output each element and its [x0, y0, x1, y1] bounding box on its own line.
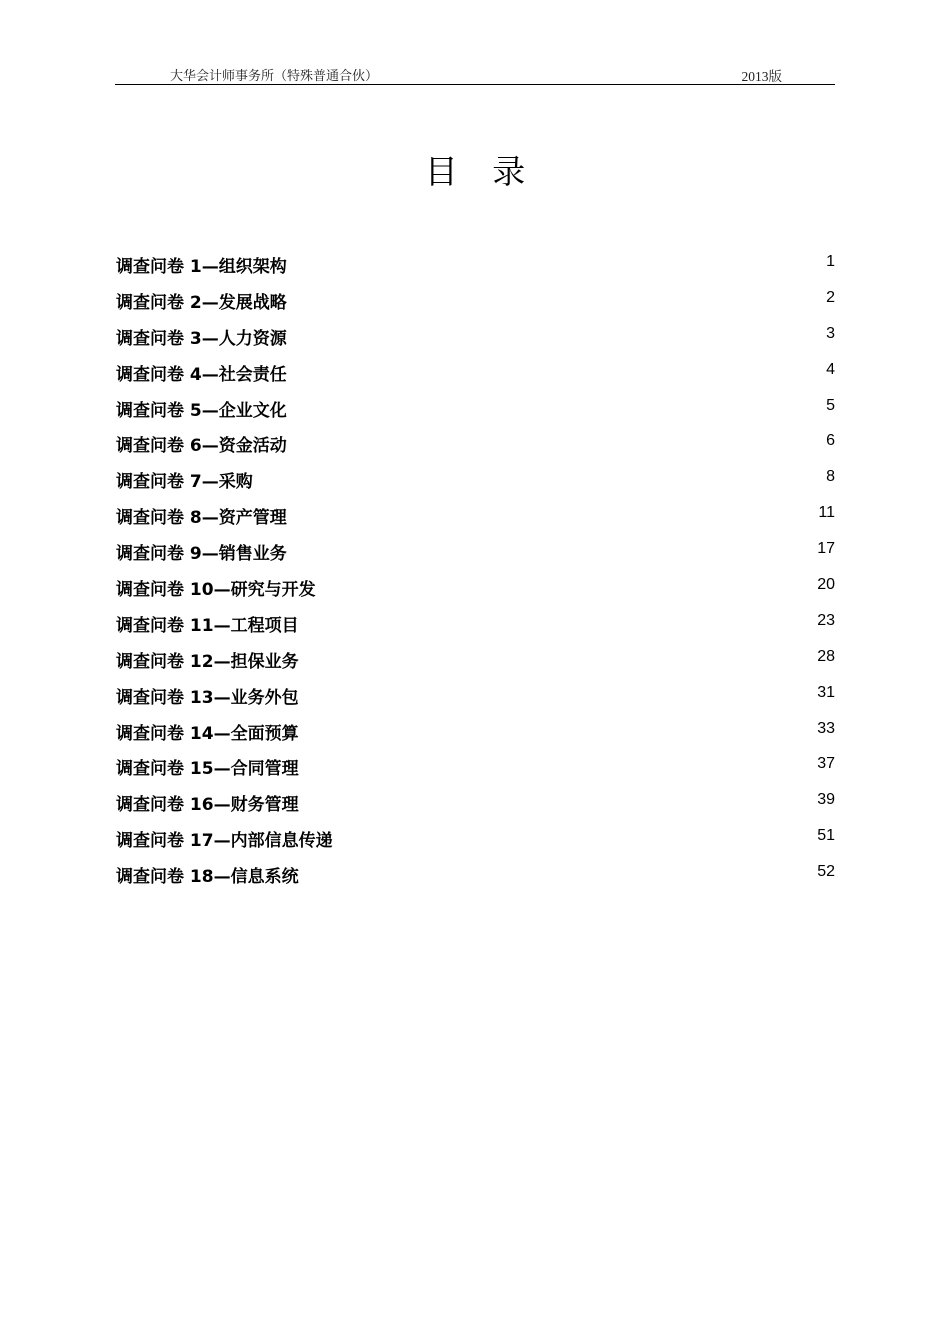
toc-entry[interactable] — [116, 719, 835, 755]
toc-entry[interactable] — [116, 396, 835, 432]
toc-entry-label: 调查问卷 5—企业文化 — [116, 400, 287, 421]
toc-entry-label: 调查问卷 8—资产管理 — [116, 508, 287, 529]
table-of-contents — [116, 252, 835, 898]
toc-entry-page: 37 — [817, 755, 835, 773]
toc-entry-page: 11 — [818, 504, 835, 522]
toc-entry-page: 17 — [817, 540, 835, 558]
toc-entry-label: 调查问卷 1—组织架构 — [116, 257, 287, 277]
toc-entry[interactable] — [116, 431, 835, 467]
toc-entry-page: 4 — [826, 360, 835, 378]
toc-entry[interactable] — [116, 611, 835, 647]
toc-entry-label: 调查问卷 14—全面预算 — [116, 723, 299, 744]
toc-entry-page: 3 — [826, 324, 835, 342]
toc-entry[interactable] — [116, 324, 835, 360]
toc-entry-label: 调查问卷 3—人力资源 — [116, 328, 287, 349]
page-title: 目 录 — [424, 152, 538, 191]
toc-entry-page: 2 — [826, 288, 835, 306]
toc-entry[interactable] — [116, 360, 835, 396]
toc-entry-label: 调查问卷 10—研究与开发 — [116, 580, 316, 601]
toc-entry-label: 调查问卷 9—销售业务 — [116, 544, 287, 565]
toc-entry[interactable] — [116, 683, 835, 719]
toc-entry-label: 调查问卷 11—工程项目 — [116, 615, 299, 636]
toc-entry[interactable] — [116, 575, 835, 611]
toc-entry-label: 调查问卷 12—担保业务 — [116, 651, 299, 672]
toc-entry[interactable] — [116, 539, 835, 575]
toc-entry-page: 20 — [817, 576, 835, 594]
toc-entry-page: 39 — [817, 791, 835, 809]
toc-entry-page: 5 — [826, 396, 835, 414]
toc-entry-page: 8 — [826, 468, 835, 486]
toc-entry[interactable] — [116, 467, 835, 503]
toc-entry[interactable] — [116, 790, 835, 826]
toc-entry-page: 52 — [817, 863, 835, 881]
toc-entry-label: 调查问卷 4—社会责任 — [116, 364, 287, 385]
toc-entry[interactable] — [116, 826, 835, 862]
toc-entry-label: 调查问卷 16—财务管理 — [116, 795, 299, 816]
toc-entry-page: 23 — [817, 611, 835, 629]
toc-entry-page: 28 — [817, 647, 835, 665]
toc-entry-label: 调查问卷 13—业务外包 — [116, 687, 299, 708]
toc-entry[interactable] — [116, 647, 835, 683]
toc-entry-page: 51 — [817, 827, 835, 845]
toc-entry-page: 33 — [817, 719, 835, 737]
toc-entry-label: 调查问卷 17—内部信息传递 — [116, 831, 333, 852]
toc-entry-page: 31 — [817, 683, 835, 701]
toc-entry-label: 调查问卷 2—发展战略 — [116, 292, 287, 313]
toc-entry-page: 6 — [826, 432, 835, 450]
toc-entry-page: 1 — [826, 253, 835, 270]
toc-entry[interactable] — [116, 288, 835, 324]
toc-entry[interactable] — [116, 862, 835, 898]
firm-name: 大华会计师事务所（特殊普通合伙） — [170, 69, 379, 84]
toc-entry[interactable] — [116, 754, 835, 790]
toc-entry-label: 调查问卷 18—信息系统 — [116, 867, 299, 888]
page-header — [115, 64, 835, 85]
edition-label: 2013版 — [741, 69, 782, 84]
toc-entry-label: 调查问卷 6—资金活动 — [116, 436, 287, 457]
toc-entry[interactable] — [116, 252, 835, 288]
toc-entry-label: 调查问卷 15—合同管理 — [116, 759, 299, 780]
toc-entry-label: 调查问卷 7—采购 — [116, 472, 253, 493]
toc-entry[interactable] — [116, 503, 835, 539]
